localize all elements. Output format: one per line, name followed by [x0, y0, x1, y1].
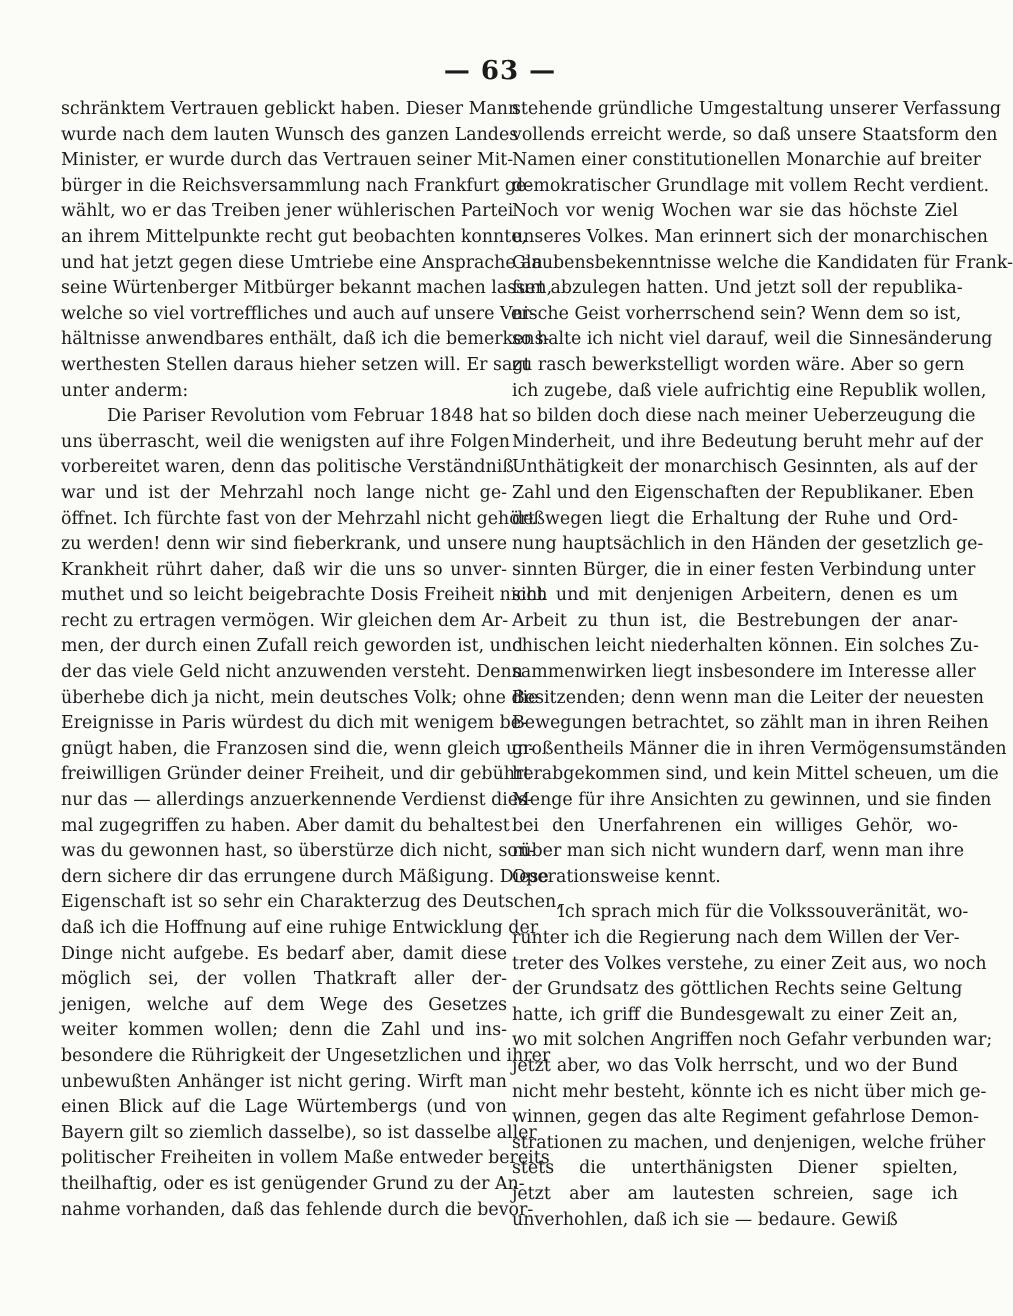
left-column	[61, 97, 562, 1223]
text-line: Operationsweise kennt.	[512, 866, 721, 887]
text-line: politischer Freiheiten in vollem Maße entweder bereits	[61, 1148, 550, 1169]
text-line: Glaubensbekenntnisse welche die Kandidaten für Frank-	[512, 252, 1013, 273]
text-line: so bilden doch diese nach meiner Ueberzeugung die	[512, 406, 976, 427]
text-line: Bayern gilt so ziemlich dasselbe), so ist dasselbe aller	[61, 1122, 537, 1143]
text-line: men, der durch einen Zufall reich geworden ist, und	[61, 636, 524, 657]
text-line: sich und mit denjenigen Arbeitern, denen es um	[512, 585, 958, 606]
text-line: hältnisse anwendbares enthält, daß ich die bemerkens-	[61, 329, 550, 350]
text-line: strationen zu machen, und denjenigen, welche früher	[512, 1132, 986, 1153]
text-line: Zahl und den Eigenschaften der Republikaner. Eben	[512, 482, 974, 503]
text-line: jenigen, welche auf dem Wege des Gesetzes	[61, 994, 507, 1015]
text-line: seine Würtenberger Mitbürger bekannt machen lassen,	[61, 278, 553, 299]
text-line: so halte ich nicht viel darauf, weil die Sinnesänderung	[512, 329, 993, 350]
text-line: unseres Volkes. Man erinnert sich der monarchischen	[512, 226, 988, 247]
text-line: furt abzulegen hatten. Und jetzt soll der republika-	[512, 278, 963, 299]
text-line: der das viele Geld nicht anzuwenden versteht. Denn	[61, 662, 523, 683]
text-line: Die Pariser Revolution vom Februar 1848 hat	[107, 406, 508, 427]
text-line: Ich sprach mich für die Volkssouveränität, wo-	[558, 902, 969, 923]
text-line: Minister, er wurde durch das Vertrauen seiner Mit-	[61, 150, 514, 171]
right-column	[512, 97, 1013, 1233]
text-line: ich zugebe, daß viele aufrichtig eine Republik wollen,	[512, 380, 987, 401]
text-line: möglich sei, der vollen Thatkraft aller der-	[61, 969, 507, 990]
text-line: wo mit solchen Angriffen noch Gefahr verbunden war;	[512, 1030, 993, 1051]
text-line: nicht mehr besteht, könnte ich es nicht über mich ge-	[512, 1081, 987, 1102]
paragraph	[61, 404, 562, 1223]
text-line: war und ist der Mehrzahl noch lange nicht ge-	[61, 482, 507, 503]
text-line: weiter kommen wollen; denn die Zahl und ins-	[61, 1020, 507, 1041]
text-line: zu werden! denn wir sind fieberkrank, und unsere	[61, 534, 507, 555]
text-line: bei den Unerfahrenen ein williges Gehör, wo-	[512, 815, 958, 836]
text-line: überhebe dich ja nicht, mein deutsches Volk; ohne die	[61, 687, 539, 708]
text-line: Minderheit, und ihre Bedeutung beruht mehr auf der	[512, 431, 983, 452]
text-line: einen Blick auf die Lage Würtembergs (und von	[61, 1097, 507, 1118]
text-line: rüber man sich nicht wundern darf, wenn man ihre	[512, 841, 965, 862]
text-line: daß ich die Hoffnung auf eine ruhige Entwicklung der	[61, 918, 539, 938]
text-line: Menge für ihre Ansichten zu gewinnen, und sie finden	[512, 790, 992, 811]
text-line: wurde nach dem lauten Wunsch des ganzen Landes	[61, 124, 519, 145]
text-line: sammenwirken liegt insbesondere im Interesse aller	[512, 662, 976, 683]
text-line: bürger in die Reichsversammlung nach Frankfurt ge-	[61, 175, 533, 196]
text-line: welche so viel vortreffliches und auch auf unsere Ver-	[61, 303, 536, 324]
text-line: schränktem Vertrauen geblickt haben. Dieser Mann	[61, 99, 520, 119]
page-number: — 63 —	[443, 56, 557, 86]
paragraph	[512, 97, 1013, 890]
text-line: chischen leicht niederhalten können. Ein solches Zu-	[512, 636, 979, 657]
text-line: werthesten Stellen daraus hieher setzen will. Er sagt	[61, 354, 531, 375]
text-line: demokratischer Grundlage mit vollem Recht verdient.	[512, 175, 990, 196]
text-line: großentheils Männer die in ihren Vermögensumständen	[512, 738, 1007, 759]
text-line: vollends erreicht werde, so daß unsere Staatsform den	[512, 124, 998, 145]
text-line: dern sichere dir das errungene durch Mäßigung. Diese	[61, 866, 549, 887]
paragraph	[61, 97, 553, 404]
text-line: jetzt aber, wo das Volk herrscht, und wo der Bund	[512, 1055, 958, 1076]
text-line: Arbeit zu thun ist, die Bestrebungen der anar-	[512, 610, 958, 631]
text-line: nung hauptsächlich in den Händen der gesetzlich ge-	[512, 534, 984, 555]
text-line: winnen, gegen das alte Regiment gefahrlose Demon-	[512, 1107, 980, 1128]
text-line: gnügt haben, die Franzosen sind die, wenn gleich un-	[61, 738, 535, 759]
text-line: theilhaftig, oder es ist genügender Grund zu der An-	[61, 1173, 525, 1194]
text-line: unverhohlen, daß ich sie — bedaure. Gewiß	[512, 1209, 898, 1230]
text-line: hatte, ich griff die Bundesgewalt zu einer Zeit an,	[512, 1004, 958, 1025]
text-line: jetzt aber am lautesten schreien, sage ich	[512, 1183, 958, 1204]
text-line: sinnten Bürger, die in einer festen Verbindung unter	[512, 559, 976, 580]
text-line: Eigenschaft ist so sehr ein Charakterzug des Deutschen,	[61, 892, 562, 913]
text-line: unter anderm:	[61, 380, 189, 401]
text-line: wählt, wo er das Treiben jener wühlerischen Partei	[61, 201, 514, 222]
text-line: vorbereitet waren, denn das politische Verständniß	[61, 457, 514, 478]
text-line: uns überrascht, weil die wenigsten auf ihre Folgen	[61, 431, 510, 452]
text-line: herabgekommen sind, und kein Mittel scheuen, um die	[512, 764, 999, 785]
text-line: Krankheit rührt daher, daß wir die uns so unver-	[61, 559, 507, 580]
text-line: öffnet. Ich fürchte fast von der Mehrzahl nicht gehört	[61, 508, 535, 529]
text-line: nische Geist vorherrschend sein? Wenn dem so ist,	[512, 303, 962, 324]
text-line: Ereignisse in Paris würdest du dich mit wenigem be-	[61, 713, 527, 734]
text-line: treter des Volkes verstehe, zu einer Zeit aus, wo noch	[512, 953, 987, 974]
text-line: runter ich die Regierung nach dem Willen der Ver-	[512, 928, 960, 948]
paragraph-gap	[512, 890, 958, 900]
text-line: Besitzenden; denn wenn man die Leiter der neuesten	[512, 687, 984, 708]
text-line: Namen einer constitutionellen Monarchie auf breiter	[512, 150, 981, 171]
text-line: deßwegen liegt die Erhaltung der Ruhe und Ord-	[512, 508, 958, 529]
text-line: und hat jetzt gegen diese Umtriebe eine Ansprache an	[61, 252, 543, 273]
text-line: Dinge nicht aufgebe. Es bedarf aber, damit diese	[61, 943, 507, 964]
text-line: Bewegungen betrachtet, so zählt man in ihren Reihen	[512, 713, 989, 734]
text-line: Noch vor wenig Wochen war sie das höchste Ziel	[512, 201, 958, 222]
text-line: zu rasch bewerkstelligt worden wäre. Aber so gern	[512, 354, 965, 375]
text-line: der Grundsatz des göttlichen Rechts seine Geltung	[512, 979, 963, 1000]
text-line: nahme vorhanden, daß das fehlende durch die bevor-	[61, 1199, 534, 1220]
text-line: freiwilligen Gründer deiner Freiheit, und dir gebührt	[61, 764, 531, 785]
text-line: muthet und so leicht beigebrachte Dosis Freiheit nicht	[61, 585, 545, 606]
text-line: mal zugegriffen zu haben. Aber damit du behaltest	[61, 815, 510, 836]
text-line: unbewußten Anhänger ist nicht gering. Wirft man	[61, 1071, 507, 1092]
text-line: Unthätigkeit der monarchisch Gesinnten, als auf der	[512, 457, 978, 478]
text-line: stets die unterthänigsten Diener spielten,	[512, 1158, 958, 1179]
text-line: was du gewonnen hast, so überstürze dich nicht, son-	[61, 841, 535, 862]
text-line: nur das — allerdings anzuerkennende Verdienst dies-	[61, 790, 533, 811]
text-line: besondere die Rührigkeit der Ungesetzlichen und ihrer	[61, 1045, 551, 1066]
text-line: recht zu ertragen vermögen. Wir gleichen dem Ar-	[61, 610, 509, 631]
text-line: an ihrem Mittelpunkte recht gut beobachten konnte,	[61, 226, 528, 247]
paragraph	[512, 900, 993, 1233]
text-line: stehende gründliche Umgestaltung unserer Verfassung	[512, 99, 1001, 119]
